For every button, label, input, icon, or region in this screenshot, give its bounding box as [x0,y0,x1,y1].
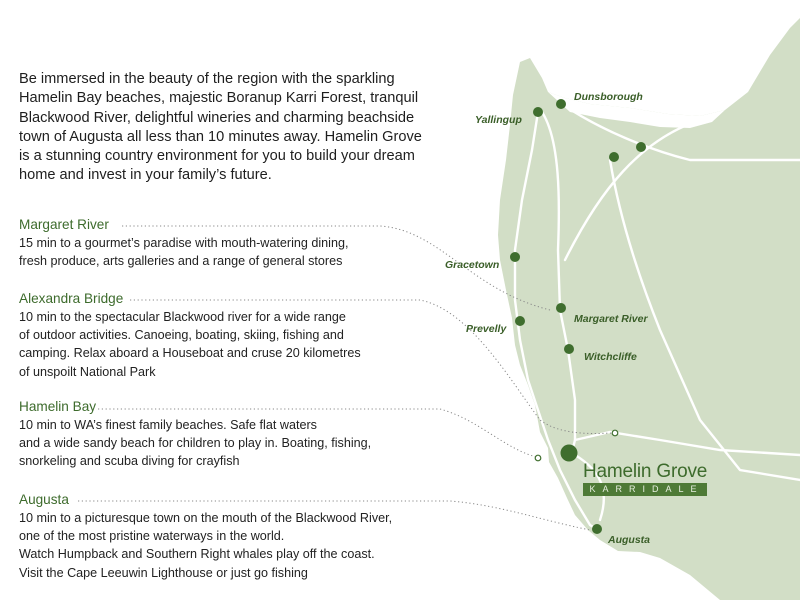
section-line: of unspoilt National Park [19,364,156,379]
section-body [19,234,439,270]
marker-hamelin-bay [535,455,541,461]
marker-yallingup [533,107,543,117]
marker-alexandra-bridge [612,430,618,436]
section-line: 10 min to a picturesque town on the mouth of the Blackwood River, [19,511,393,525]
label-margaret-river: Margaret River [574,313,648,325]
section-line: snorkeling and scuba diving for crayfish [19,454,240,469]
brand-name: Hamelin Grove [583,461,708,482]
section-alexandra-bridge [19,290,439,381]
label-dunsborough: Dunsborough [574,91,643,103]
section-title: Augusta [19,492,69,507]
label-witchcliffe: Witchcliffe [584,351,637,363]
section-title: Margaret River [19,217,109,232]
marker-hamelin-grove [561,445,578,462]
label-yallingup: Yallingup [475,114,522,126]
land-mass [498,18,800,600]
section-line: of outdoor activities. Canoeing, boating, skiing, fishing and [19,328,344,343]
marker-road-2 [636,142,646,152]
section-augusta [19,491,439,582]
marker-road-1 [609,152,619,162]
section-line: camping. Relax aboard a Houseboat and cruse 20 kilometres [19,346,361,361]
intro-paragraph: Be immersed in the beauty of the region with the sparkling Hamelin Bay beaches, majestic Boranup Karri Forest, tranquil Blackwood River, delightful wineries and charming beachside town of Augusta all less than 10 minutes away. Hamelin Grove is a stunning country environment for you to build your dream home and invest in your family’s future. [19,71,422,184]
section-line: Visit the Cape Leeuwin Lighthouse or just go fishing [19,565,308,580]
section-hamelin-bay [19,398,439,471]
section-margaret-river [19,216,439,270]
section-body [19,416,439,471]
section-body [19,509,439,582]
section-line: and a wide sandy beach for children to play in. Boating, fishing, [19,436,372,451]
section-title: Hamelin Bay [19,399,97,414]
section-body [19,308,439,381]
marker-margaret-river [556,303,566,313]
marker-dunsborough [556,99,566,109]
label-augusta: Augusta [608,534,650,546]
marker-prevelly [515,316,525,326]
marker-witchcliffe [564,344,574,354]
label-gracetown: Gracetown [445,259,500,271]
section-line: Watch Humpback and Southern Right whales play off the coast. [19,547,375,562]
section-line: one of the most pristine waterways in the world. [19,529,285,544]
section-line: 15 min to a gourmet’s paradise with mouth-watering dining, [19,236,349,250]
marker-gracetown [510,252,520,262]
hamelin-grove-logo [583,462,707,496]
section-line: 10 min to WA’s finest family beaches. Safe flat waters [19,418,317,432]
brand-subtitle: KARRIDALE [583,483,707,496]
marker-augusta [592,524,602,534]
section-title: Alexandra Bridge [19,291,124,306]
section-line: 10 min to the spectacular Blackwood river for a wide range [19,310,346,324]
label-prevelly: Prevelly [466,323,507,335]
section-line: fresh produce, arts galleries and a range of general stores [19,254,343,269]
